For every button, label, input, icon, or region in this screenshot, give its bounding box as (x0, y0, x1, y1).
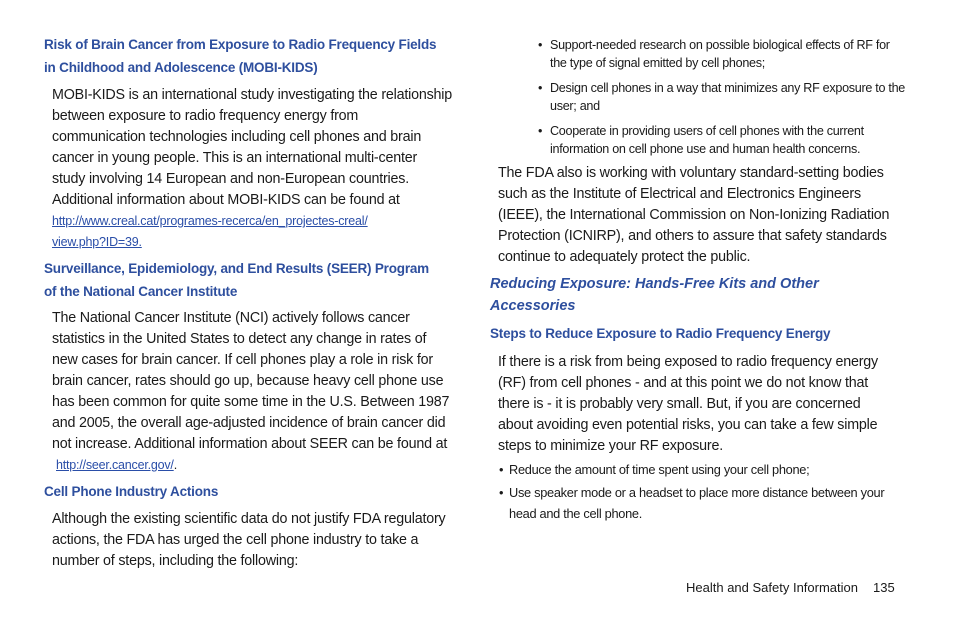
mobi-kids-paragraph: MOBI-KIDS is an international study investigating the relationship between exposure to radio frequency energy from communication technologies including cell phones and brain cancer in young people. This is an international multi-center study involving 14 European and non-European countries. Additional information about MOBI-KIDS can be found at http://www.creal.cat/programes-recerca/en_projectes-creal/ view.php?ID=39. (52, 85, 452, 253)
heading-steps-reduce: Steps to Reduce Exposure to Radio Frequency Energy (490, 326, 831, 341)
seer-link-line: http://seer.cancer.gov/. (56, 458, 177, 472)
footer-section-title: Health and Safety Information (686, 580, 858, 595)
steps-bullet-item: • Reduce the amount of time spent using your cell phone; (499, 462, 810, 477)
fda-bullet-item: • Support-needed research on possible biological effects of RF for the type of signal emitted by cell phones; (538, 38, 890, 70)
fda-standards-paragraph: The FDA also is working with voluntary standard-setting bodies such as the Institute of Electrical and Electronics Engineers (IEEE), the International Commission on Non-Ionizing Radiation Protection (ICNIRP), and others to assure that safety standards continue to adequately protect the public. (498, 165, 890, 265)
seer-link[interactable]: http://seer.cancer.gov/ (56, 458, 174, 472)
steps-bullet-item: • Use speaker mode or a headset to place more distance between your head and the cell phone. (499, 485, 885, 521)
steps-paragraph: If there is a risk from being exposed to radio frequency energy (RF) from cell phones - and at this point we do not know that there is - it is probably very small. But, if you are concerned about avoiding even potential risks, you can take a few simple steps to minimize your RF exposure. (498, 354, 878, 454)
industry-actions-paragraph: Although the existing scientific data do not justify FDA regulatory actions, the FDA has urged the cell phone industry to take a number of steps, including the following: (52, 511, 446, 569)
heading-industry-actions: Cell Phone Industry Actions (44, 484, 219, 499)
page-number: 135 (873, 580, 895, 595)
mobi-kids-link[interactable]: http://www.creal.cat/programes-recerca/en_projectes-creal/ view.php?ID=39. (52, 214, 368, 249)
heading-seer: Surveillance, Epidemiology, and End Results (SEER) Program of the National Cancer Institute (44, 261, 429, 299)
fda-bullet-item: • Design cell phones in a way that minimizes any RF exposure to the user; and (538, 81, 905, 113)
seer-paragraph: The National Cancer Institute (NCI) actively follows cancer statistics in the United States to detect any change in rates of new cases for brain cancer. If cell phones play a role in risk for brain cancer, rates should go up, because heavy cell phone use has been common for quite some time in the U.S. Between 1987 and 2005, the overall age-adjusted incidence of brain cancer did not increase. Additional information about SEER can be found at http://seer.cancer.gov/. (52, 308, 449, 476)
heading-reducing-exposure: Reducing Exposure: Hands-Free Kits and Other Accessories (490, 276, 819, 314)
heading-mobi-kids: Risk of Brain Cancer from Exposure to Radio Frequency Fields in Childhood and Adolescence (MOBI-KIDS) (44, 37, 437, 75)
fda-bullet-item: • Cooperate in providing users of cell phones with the current information on cell phone use and human health concerns. (538, 124, 864, 156)
